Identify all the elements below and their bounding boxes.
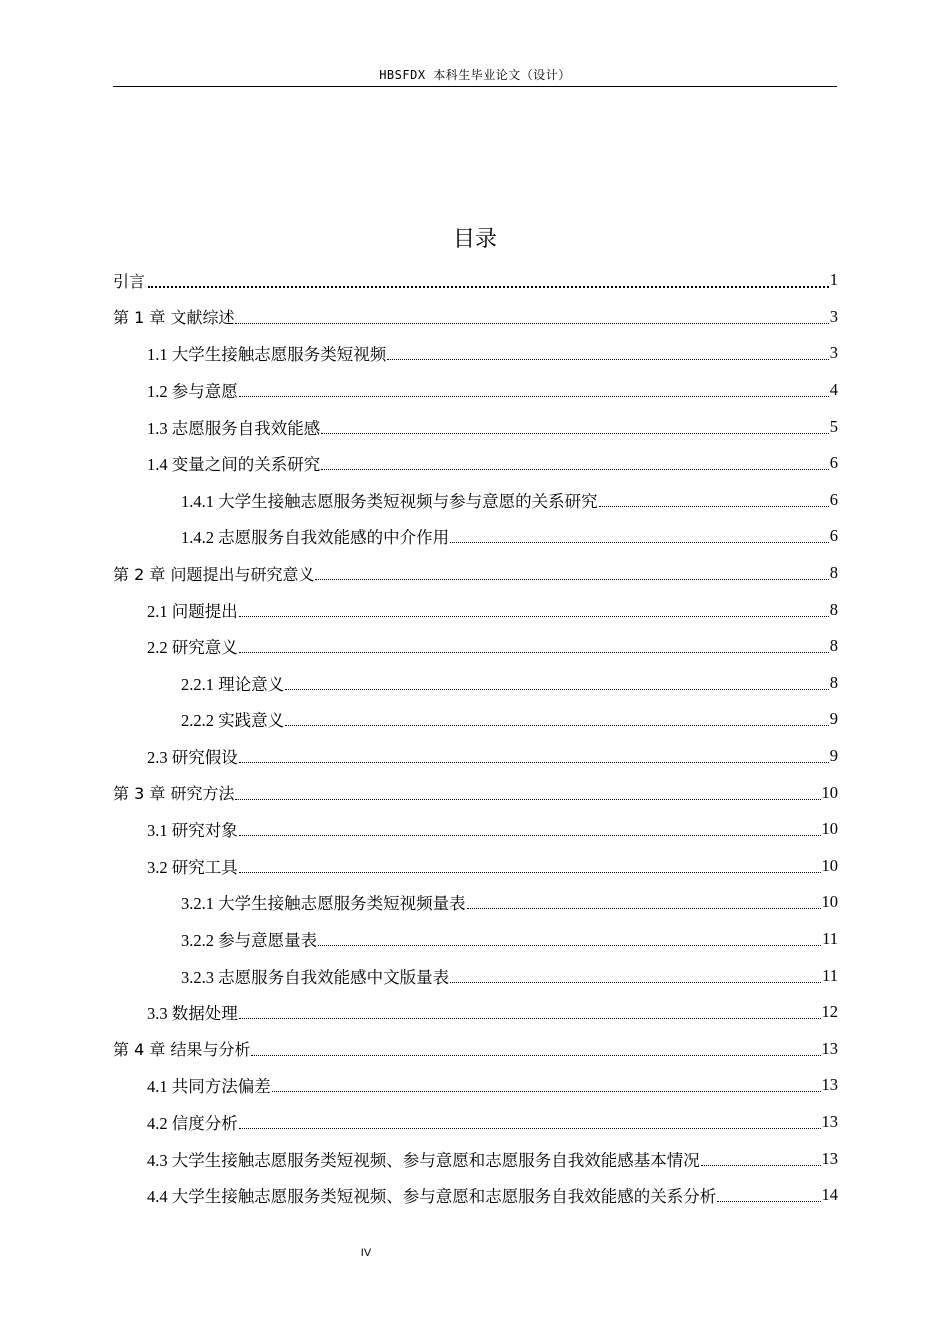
- toc-entry-label: 第 3 章 研究方法: [113, 784, 235, 804]
- toc-leader-dots: [239, 871, 821, 873]
- toc-entry-label: 第 4 章 结果与分析: [113, 1040, 251, 1060]
- toc-entry[interactable]: [113, 408, 838, 445]
- toc-entry[interactable]: [113, 1067, 838, 1104]
- toc-entry[interactable]: [113, 848, 838, 885]
- toc-leader-dots: [251, 1054, 820, 1056]
- toc-entry-page: 6: [829, 453, 838, 473]
- toc-entry[interactable]: [113, 1177, 838, 1214]
- toc-entry-label: 引言: [113, 271, 146, 291]
- running-header: [113, 66, 837, 87]
- toc-entry-label: 2.2.1 理论意义: [181, 674, 285, 694]
- toc-entry-page: 6: [829, 526, 838, 546]
- toc-entry[interactable]: [113, 1140, 838, 1177]
- toc-entry-label: 2.1 问题提出: [147, 601, 238, 621]
- toc-entry-page: 10: [821, 819, 838, 839]
- toc-leader-dots: [239, 395, 829, 397]
- toc-entry-page: 10: [821, 782, 838, 802]
- toc-entry-page: 8: [829, 636, 838, 656]
- toc-leader-dots: [239, 615, 829, 617]
- toc-entry-page: 3: [829, 306, 838, 326]
- toc-entry[interactable]: [113, 555, 838, 592]
- toc-entry[interactable]: [113, 299, 838, 336]
- toc-entry[interactable]: [113, 884, 838, 921]
- toc-leader-dots: [239, 1127, 821, 1129]
- toc-leader-dots: [239, 761, 829, 763]
- toc-entry-page: 11: [822, 965, 838, 985]
- page-number: IV: [360, 1247, 372, 1259]
- toc-entry[interactable]: [113, 994, 838, 1031]
- toc-entry-page: 9: [829, 746, 838, 766]
- toc-entry[interactable]: [113, 665, 838, 702]
- toc-leader-dots: [239, 834, 821, 836]
- toc-leader-dots: [235, 798, 820, 800]
- toc-entry[interactable]: [113, 372, 838, 409]
- toc-entry[interactable]: [113, 774, 838, 811]
- toc-leader-dots: [285, 724, 829, 726]
- toc-entry-label: 2.2.2 实践意义: [181, 711, 285, 731]
- toc-entry[interactable]: [113, 518, 838, 555]
- toc-entry-page: 8: [829, 599, 838, 619]
- toc-entry-page: 14: [821, 1185, 838, 1205]
- toc-entry-label: 1.4 变量之间的关系研究: [147, 455, 321, 475]
- toc-leader-dots: [467, 907, 821, 909]
- toc-entry[interactable]: [113, 628, 838, 665]
- toc-entry-label: 1.4.1 大学生接触志愿服务类短视频与参与意愿的关系研究: [181, 491, 598, 511]
- toc-leader-dots: [599, 505, 829, 507]
- toc-leader-dots: [450, 541, 829, 543]
- toc-entry-label: 4.3 大学生接触志愿服务类短视频、参与意愿和志愿服务自我效能感基本情况: [147, 1150, 700, 1170]
- running-title: HBSFDX 本科生毕业论文（设计）: [379, 68, 571, 82]
- toc-leader-dots: [148, 285, 829, 288]
- toc-leader-dots: [321, 432, 829, 434]
- toc-leader-dots: [239, 651, 829, 653]
- toc-entry[interactable]: [113, 921, 838, 958]
- toc-entry-label: 4.4 大学生接触志愿服务类短视频、参与意愿和志愿服务自我效能感的关系分析: [147, 1187, 717, 1207]
- toc-entry-label: 3.2 研究工具: [147, 857, 238, 877]
- toc-entry-page: 10: [821, 855, 838, 875]
- toc-entry-page: 13: [821, 1038, 838, 1058]
- toc-entry-page: 10: [821, 892, 838, 912]
- toc-entry[interactable]: [113, 1030, 838, 1067]
- toc-leader-dots: [321, 468, 829, 470]
- toc-entry-page: 13: [821, 1075, 838, 1095]
- toc-leader-dots: [272, 1090, 821, 1092]
- toc-entry[interactable]: [113, 591, 838, 628]
- toc-leader-dots: [701, 1164, 821, 1166]
- toc-entry-label: 1.4.2 志愿服务自我效能感的中介作用: [181, 528, 450, 548]
- toc-entry-page: 6: [829, 489, 838, 509]
- toc-entry-label: 2.2 研究意义: [147, 638, 238, 658]
- toc-leader-dots: [235, 322, 828, 324]
- toc-entry-label: 1.2 参与意愿: [147, 382, 238, 402]
- toc-entry-label: 2.3 研究假设: [147, 748, 238, 768]
- toc-entry-page: 13: [821, 1111, 838, 1131]
- toc-entry-label: 第 2 章 问题提出与研究意义: [113, 564, 315, 584]
- toc-leader-dots: [387, 358, 829, 360]
- table-of-contents: [113, 262, 838, 1213]
- toc-leader-dots: [450, 981, 821, 983]
- toc-entry-label: 4.2 信度分析: [147, 1113, 238, 1133]
- toc-entry-label: 3.2.3 志愿服务自我效能感中文版量表: [181, 967, 450, 987]
- toc-entry-page: 11: [822, 928, 838, 948]
- toc-entry-page: 9: [829, 709, 838, 729]
- toc-entry[interactable]: [113, 445, 838, 482]
- toc-entry-label: 3.1 研究对象: [147, 821, 238, 841]
- toc-entry[interactable]: [113, 811, 838, 848]
- toc-entry-page: 5: [829, 416, 838, 436]
- toc-entry[interactable]: [113, 335, 838, 372]
- toc-entry-page: 1: [829, 270, 838, 290]
- toc-entry-label: 1.3 志愿服务自我效能感: [147, 418, 321, 438]
- toc-entry[interactable]: [113, 957, 838, 994]
- toc-entry-page: 8: [829, 563, 838, 583]
- toc-entry[interactable]: [113, 1104, 838, 1141]
- toc-entry-label: 3.2.2 参与意愿量表: [181, 930, 318, 950]
- toc-entry-label: 3.3 数据处理: [147, 1004, 238, 1024]
- toc-entry-label: 3.2.1 大学生接触志愿服务类短视频量表: [181, 894, 466, 914]
- toc-entry[interactable]: [113, 701, 838, 738]
- toc-entry-label: 1.1 大学生接触志愿服务类短视频: [147, 345, 387, 365]
- toc-entry-page: 12: [821, 1002, 838, 1022]
- toc-entry[interactable]: [113, 738, 838, 775]
- toc-entry-label: 第 1 章 文献综述: [113, 308, 235, 328]
- toc-leader-dots: [318, 944, 821, 946]
- toc-leader-dots: [315, 578, 828, 580]
- toc-entry[interactable]: [113, 482, 838, 519]
- page-title: 目录: [452, 227, 497, 252]
- toc-leader-dots: [285, 688, 829, 690]
- toc-entry-page: 4: [829, 380, 838, 400]
- toc-entry[interactable]: [113, 262, 838, 299]
- toc-entry-label: 4.1 共同方法偏差: [147, 1077, 271, 1097]
- toc-entry-page: 8: [829, 672, 838, 692]
- toc-entry-page: 3: [829, 343, 838, 363]
- toc-leader-dots: [239, 1017, 821, 1019]
- toc-leader-dots: [717, 1200, 820, 1202]
- toc-entry-page: 13: [821, 1148, 838, 1168]
